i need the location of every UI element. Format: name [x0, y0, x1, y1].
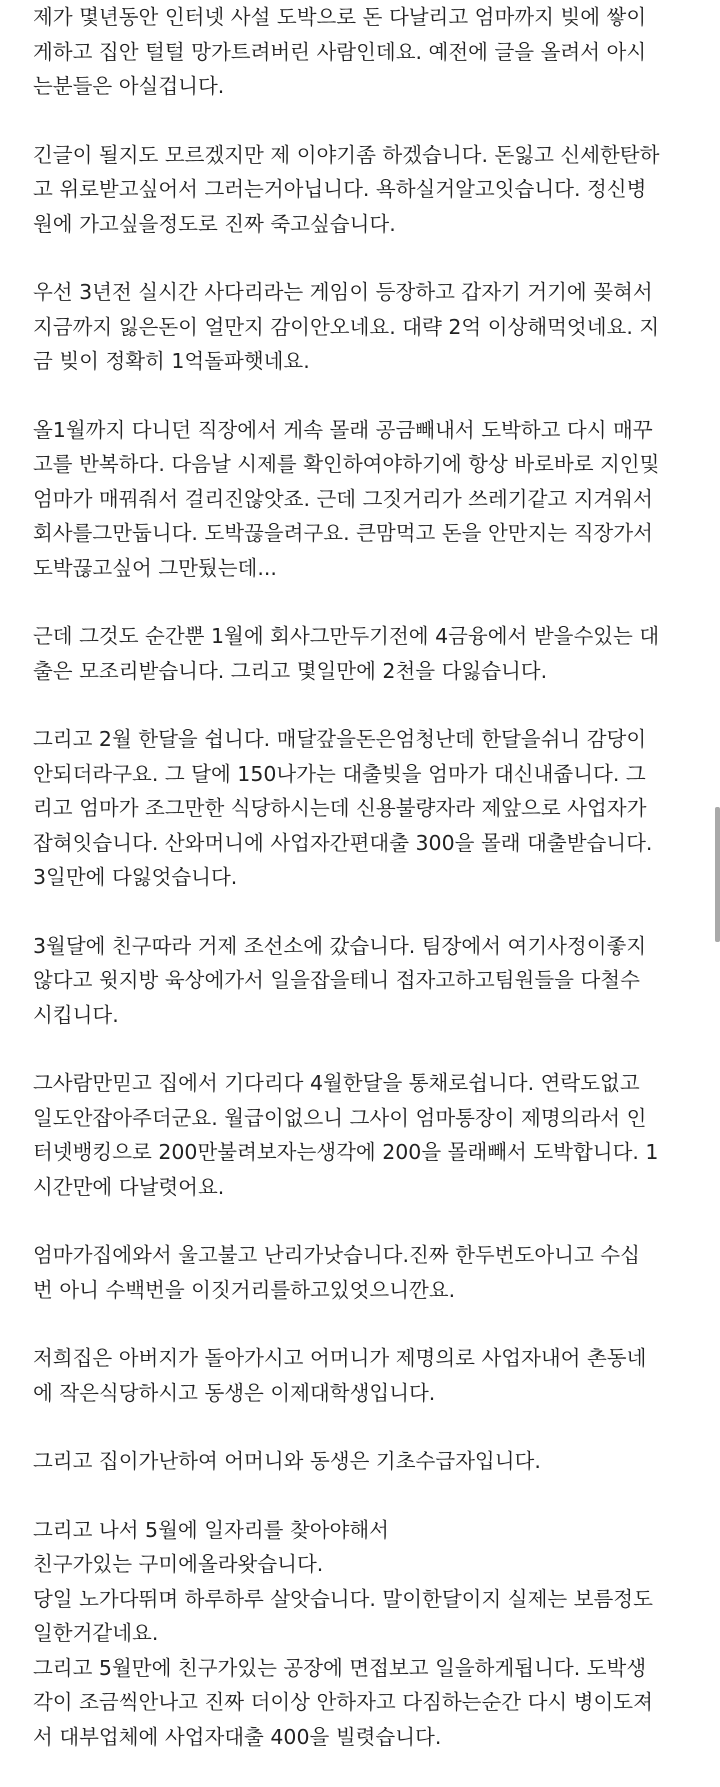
paragraph-line: 올1월까지 다니던 직장에서 게속 몰래 공금빼내서 도박하고 다시 매꾸 [33, 417, 653, 442]
paragraph-line: 그사람만믿고 집에서 기다리다 4월한달을 통채로쉽니다. 연락도없고 [33, 1071, 640, 1095]
post-paragraph [33, 1341, 693, 1410]
paragraph-line: 제가 몇년동안 인터넷 사설 도박으로 돈 다날리고 엄마까지 빚에 쌓이 [33, 5, 647, 29]
paragraph-line: 고를 반복하다. 다음날 시제를 확인하여야하기에 항상 바로바로 지인및 [33, 452, 660, 476]
paragraph-line: 고 위로받고싶어서 그러는거아닙니다. 욕하실거알고잇습니다. 정신병 [33, 177, 647, 201]
post-paragraph [33, 1066, 693, 1204]
paragraph-line: 출은 모조리받습니다. 그리고 몇일만에 2천을 다잃습니다. [33, 658, 548, 683]
post-paragraph [33, 275, 693, 379]
scrollbar-thumb[interactable] [715, 807, 720, 942]
paragraph-line: 엄마가 매꿔줘서 걸리진않앗죠. 근데 그짓거리가 쓰레기같고 지겨워서 [33, 486, 653, 511]
paragraph-line: 친구가있는 구미에올라왓습니다. [33, 1552, 324, 1576]
paragraph-line: 게하고 집안 털털 망가트려버린 사람인데요. 예전에 글을 올려서 아시 [33, 39, 647, 64]
paragraph-line: 근데 그것도 순간뿐 1월에 회사그만두기전에 4금융에서 받을수있는 대 [33, 624, 660, 648]
paragraph-line: 리고 엄마가 조그만한 식당하시는데 신용불량자라 제앞으로 사업자가 [33, 796, 647, 820]
post-paragraph [33, 929, 693, 1033]
paragraph-line: 3일만에 다잃엇습니다. [33, 865, 238, 889]
post-paragraph [33, 413, 693, 586]
paragraph-line: 일한거같네요. [33, 1621, 159, 1645]
post-paragraph [33, 138, 693, 242]
paragraph-line: 우선 3년전 실시간 사다리라는 게임이 등장하고 갑자기 거기에 꽂혀서 [33, 280, 653, 304]
paragraph-line: 지금까지 잃은돈이 얼만지 감이안오네요. 대략 2억 이상해먹엇네요. 지 [33, 314, 660, 339]
paragraph-line: 엄마가집에와서 울고불고 난리가낫습니다.진짜 한두번도아니고 수십 [33, 1243, 640, 1267]
paragraph-line: 서 대부업체에 사업자대출 400을 빌렷습니다. [33, 1724, 442, 1749]
paragraph-line: 안되더라구요. 그 달에 150나가는 대출빚을 엄마가 대신내줍니다. 그 [33, 761, 646, 786]
paragraph-line: 번 아니 수백번을 이짓거리를하고있엇으니깐요. [33, 1277, 456, 1302]
paragraph-line: 그리고 2월 한달을 쉽니다. 매달갚을돈은엄청난데 한달을쉬니 감당이 [33, 727, 647, 751]
paragraph-line: 3월달에 친구따라 거제 조선소에 갔습니다. 팀장에서 여기사정이좋지 [33, 933, 647, 958]
paragraph-line: 금 빚이 정확히 1억돌파햇네요. [33, 349, 310, 373]
post-paragraph [33, 722, 693, 895]
post-body [33, 0, 693, 1754]
paragraph-line: 그리고 5월만에 친구가있는 공장에 면접보고 일을하게됩니다. 도박생 [33, 1655, 647, 1680]
paragraph-line: 시간만에 다날렷어요. [33, 1174, 225, 1199]
paragraph-line: 일도안잡아주더군요. 월급이없으니 그사이 엄마통장이 제명의라서 인 [33, 1105, 647, 1130]
paragraph-line: 각이 조금씩안나고 진짜 더이상 안하자고 다짐하는순간 다시 병이도져 [33, 1690, 653, 1714]
paragraph-line: 도박끊고싶어 그만뒀는데... [33, 555, 277, 580]
post-paragraph [33, 1513, 693, 1755]
paragraph-line: 당일 노가다뛰며 하루하루 살앗습니다. 말이한달이지 실제는 보름정도 [33, 1586, 653, 1611]
paragraph-line: 긴글이 될지도 모르겠지만 제 이야기좀 하겠습니다. 돈잃고 신세한탄하 [33, 142, 660, 167]
paragraph-line: 원에 가고싶을정도로 진짜 죽고싶습니다. [33, 211, 396, 236]
paragraph-line: 그리고 집이가난하여 어머니와 동생은 기초수급자입니다. [33, 1449, 541, 1473]
paragraph-line: 터넷뱅킹으로 200만불려보자는생각에 200을 몰래빼서 도박합니다. 1 [33, 1140, 659, 1164]
post-paragraph [33, 0, 693, 104]
post-paragraph [33, 1444, 693, 1479]
paragraph-line: 저희집은 아버지가 돌아가시고 어머니가 제명의로 사업자내어 촌동네 [33, 1346, 647, 1370]
post-paragraph [33, 1238, 693, 1307]
paragraph-line: 시킵니다. [33, 1002, 119, 1027]
paragraph-line: 회사를그만둡니다. 도박끊을려구요. 큰맘먹고 돈을 안만지는 직장가서 [33, 521, 653, 545]
paragraph-line: 않다고 윗지방 육상에가서 일을잡을테니 접자고하고팀원들을 다철수 [33, 968, 640, 992]
paragraph-line: 는분들은 아실겁니다. [33, 74, 225, 98]
post-paragraph [33, 619, 693, 688]
paragraph-line: 잡혀잇습니다. 산와머니에 사업자간편대출 300을 몰래 대출받습니다. [33, 830, 653, 855]
paragraph-line: 에 작은식당하시고 동생은 이제대학생입니다. [33, 1380, 436, 1405]
paragraph-line: 그리고 나서 5월에 일자리를 찾아야해서 [33, 1517, 389, 1542]
